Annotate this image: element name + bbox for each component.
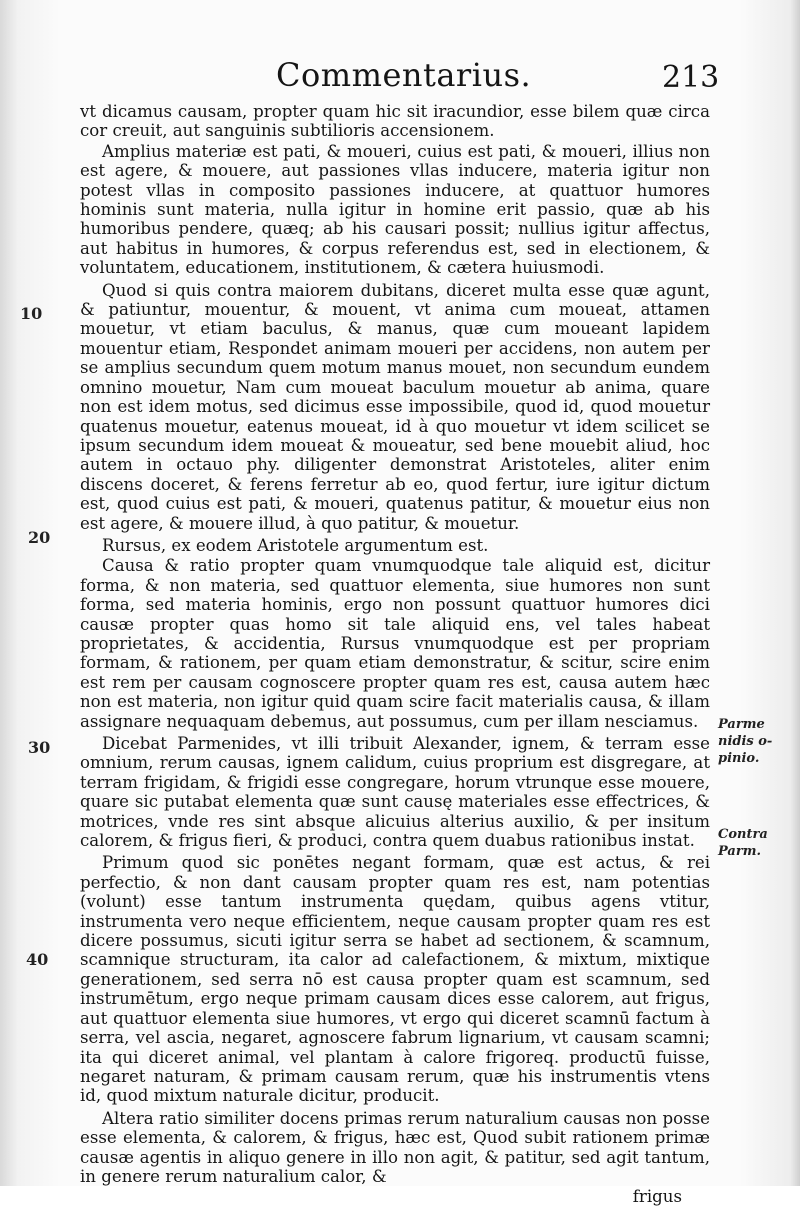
margin-note-contra: Contra Parm.: [718, 827, 768, 859]
line-number: 30: [28, 738, 51, 757]
margin-note-parmenides: Parme nidis o- pinio.: [718, 717, 773, 766]
line-number: 20: [28, 528, 51, 547]
paragraph: vt dicamus causam, propter quam hic sit iracundior, esse bilem quæ circa cor creuit, aut sanguinis subtilioris accensionem.: [80, 102, 710, 141]
paragraph: Dicebat Parmenides, vt illi tribuit Alexander, ignem, & terram esse omnium, rerum causas, ignem calidum, cuius proprium est disgregare, at terram frigidam, & frigidi esse congregare, horum vtrunque esse mouere, quare sic putabat elementa quæ sunt causę materiales esse effectrices, & motrices, vnde res sint absque alicuius alterius auxilio, & per insitum calorem, & frigus fieri, & produci, contra quem duabus rationibus instat.: [80, 734, 710, 851]
line-number: 10: [20, 304, 43, 323]
paragraph: Altera ratio similiter docens primas rerum naturalium causas non posse esse elementa, & calorem, & frigus, hæc est, Quod subit rationem primæ causæ agentis in aliquo genere in illo non agit, & patitur, sed agit tantum, in genere rerum naturalium calor, &: [80, 1108, 710, 1186]
paragraph: Quod si quis contra maiorem dubitans, diceret multa esse quæ agunt, & patiuntur, mouentur, & mouent, vt anima cum moueat, attamen mouetur, vt etiam baculus, & manus, quæ cum moueant lapidem mouentur etiam, Respondet animam moueri per accidens, non autem per se amplius secundum quem motum manus mouet, non secundum eundem omnino mouetur, Nam cum moueat baculum mouetur ab anima, quare non est idem motus, sed dicimus esse impossibile, quod id, quod mouetur quatenus mouetur, eatenus moueat, id à quo mouetur vt idem scilicet se ipsum secundum idem moueat & moueatur, sed bene mouebit aliud, hoc autem in octauo phy. diligenter demonstrat Aristoteles, aliter enim discens doceret, & ferens ferretur ab eo, quod fertur, iure igitur dictum est, quod cuius est pati, & moueri, quatenus patitur, & mouetur eius non est agere, & mouere illud, à quo patitur, & mouetur.: [80, 280, 710, 533]
page-number: 213: [662, 60, 720, 95]
body-text: [80, 102, 710, 1208]
line-number: 40: [26, 950, 49, 969]
paragraph: Causa & ratio propter quam vnumquodque tale aliquid est, dicitur forma, & non materia, sed quattuor elementa, siue humores non sunt forma, sed materia hominis, ergo non possunt quattuor humores dici causæ propter quas homo sit tale aliquid ens, vel tales habeat proprietates, & accidentia, Rursus vnumquodque est per propriam formam, & rationem, per quam etiam demonstratur, & scitur, scire enim est rem per causam cognoscere propter quam res est, causa autem hæc non est materia, non igitur quid quam scire facit materialis causa, & illam assignare nequaquam debemus, aut possumus, cum per illam nesciamus.: [80, 556, 710, 731]
paragraph: Rursus, ex eodem Aristotele argumentum est.: [102, 535, 489, 555]
paragraph: Primum quod sic ponētes negant formam, quæ est actus, & rei perfectio, & non dant causam propter quam res est, nam potentias (volunt) esse tantum instrumenta quędam, quibus agens vtitur, instrumenta vero neque efficientem, neque causam propter quam res est dicere possumus, sicuti igitur serra se habet ad sectionem, & scamnum, scamnique structuram, ita calor ad calefactionem, & mixtum, mixtique generationem, sed serra nō est causa propter quam est scamnum, sed instrumētum, ergo neque primam causam dices esse calorem, aut frigus, aut quattuor elementa siue humores, vt ergo qui diceret scamnū factum à serra, vel ascia, negaret, agnoscere fabrum lignarium, vt causam scamni; ita qui diceret animal, vel plantam à calore frigoreq. productū fuisse, negaret naturam, & primam causam rerum, quæ his instrumentis vtens id, quod mixtum naturale dicitur, producit.: [80, 853, 710, 1106]
paragraph: Amplius materiæ est pati, & moueri, cuius est pati, & moueri, illius non est agere, & mouere, aut passiones vllas inducere, materia igitur non potest vllas in composito passiones inducere, at quattuor humores hominis sunt materia, nulla igitur in homine erit passio, quæ ab his humoribus pendere, quæq; ab his causari possit; nullius igitur affectus, aut habitus in humores, & corpus referendus est, sed in electionem, & voluntatem, educationem, institutionem, & cætera huiusmodi.: [80, 141, 710, 278]
catchword: frigus: [632, 1187, 682, 1207]
running-title: Commentarius.: [276, 56, 532, 94]
